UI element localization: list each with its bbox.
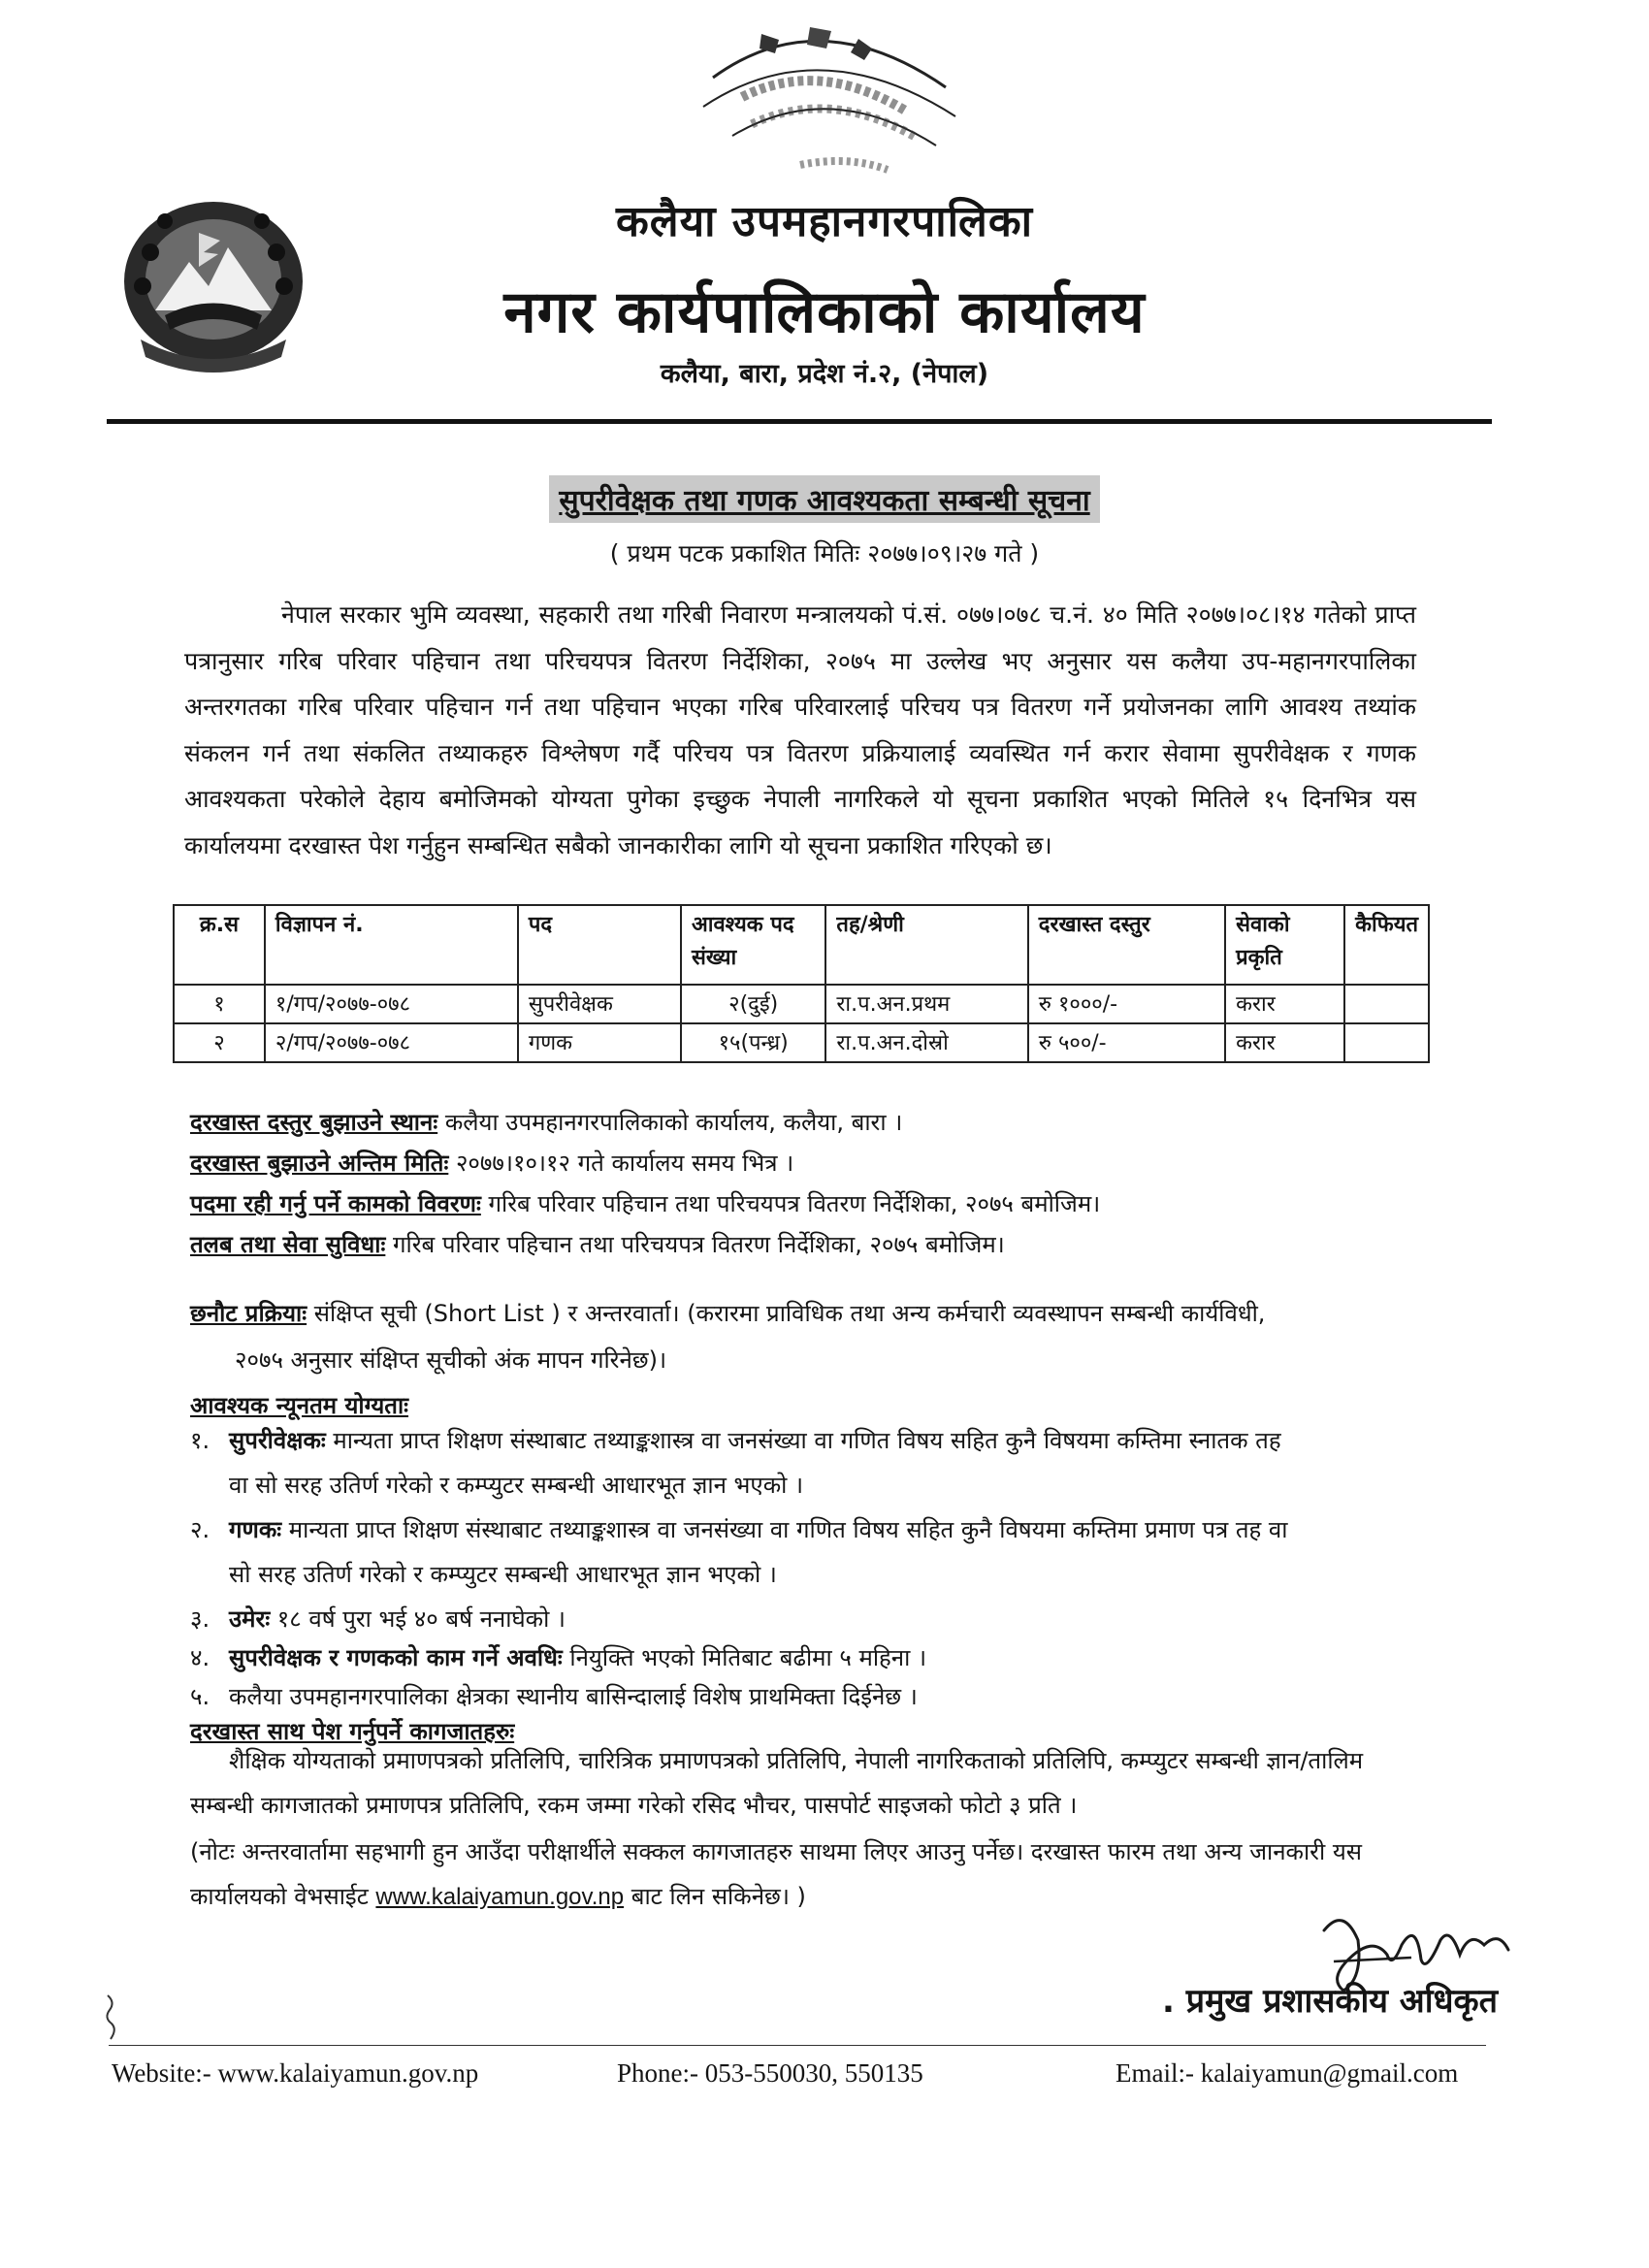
table-cell [1344, 985, 1429, 1023]
qualification-number: २. [190, 1516, 210, 1543]
note-paragraph [190, 1830, 1424, 1920]
notice-title-wrap [0, 475, 1649, 523]
vacancy-table [173, 904, 1430, 1063]
table-cell: गणक [518, 1023, 681, 1062]
duties-label: पदमा रही गर्नु पर्ने कामको विवरणः [190, 1190, 481, 1217]
table-row [174, 985, 1429, 1023]
table-header-row [174, 905, 1429, 985]
table-cell: करार [1225, 1023, 1344, 1062]
published-date: ( प्रथम पटक प्रकाशित मितिः २०७७।०९।२७ गते ) [609, 539, 1040, 567]
column-header: तह/श्रेणी [825, 905, 1027, 985]
fee-place-label: दरखास्त दस्तुर बुझाउने स्थानः [190, 1109, 438, 1136]
table-cell: १ [174, 985, 265, 1023]
table-cell: रा.प.अन.प्रथम [825, 985, 1027, 1023]
selection-process [190, 1290, 1422, 1383]
qualification-continuation: वा सो सरह उतिर्ण गरेको र कम्प्युटर सम्बन्धी आधारभूत ज्ञान भएको । [229, 1472, 804, 1499]
signatory-title: . प्रमुख प्रशासकीय अधिकृत [1162, 1982, 1498, 2021]
qualification-number: ५. [190, 1683, 210, 1710]
qualification-continuation: सो सरह उतिर्ण गरेको र कम्प्युटर सम्बन्धी आधारभूत ज्ञान भएको । [229, 1561, 777, 1588]
qualification-number: १. [190, 1427, 210, 1454]
website-link[interactable]: www.kalaiyamun.gov.np [375, 1884, 625, 1910]
qualification-item [190, 1674, 1441, 1719]
qualification-item [190, 1418, 1441, 1507]
header-divider [107, 419, 1492, 424]
table-cell: रु ५००/- [1028, 1023, 1225, 1062]
table-cell: २ [174, 1023, 265, 1062]
selection-value: संक्षिप्त सूची (Short List ) र अन्तरवार्ता। (करारमा प्राविधिक तथा अन्य कर्मचारी व्यवस्थापन सम्बन्धी कार्यविधी, [307, 1300, 1266, 1327]
office-stamp-icon [674, 19, 985, 204]
table-cell: १५(पन्ध्र) [681, 1023, 825, 1062]
margin-mark-icon [102, 1991, 121, 2044]
qualification-label: गणकः [229, 1516, 282, 1543]
fee-place-line [190, 1106, 902, 1138]
qualification-number: ३. [190, 1605, 210, 1633]
selection-continuation: २०७५ अनुसार संक्षिप्त सूचीको अंक मापन गरिनेछ)। [235, 1346, 667, 1374]
deadline-value: २०७७।१०।१२ गते कार्यालय समय भित्र । [448, 1150, 794, 1177]
deadline-line [190, 1147, 793, 1179]
salary-label: तलब तथा सेवा सुविधाः [190, 1231, 386, 1258]
fee-place-value: कलैया उपमहानगरपालिकाको कार्यालय, कलैया, बारा । [437, 1109, 903, 1136]
column-header: कैफियत [1344, 905, 1429, 985]
qualification-number: ४. [190, 1644, 210, 1671]
duties-value: गरिब परिवार पहिचान तथा परिचयपत्र वितरण निर्देशिका, २०७५ बमोजिम। [480, 1190, 1101, 1217]
qualification-text: नियुक्ति भएको मितिबाट बढीमा ५ महिना । [562, 1644, 927, 1671]
table-cell: रा.प.अन.दोस्रो [825, 1023, 1027, 1062]
table-row [174, 1023, 1429, 1062]
footer-divider [109, 2045, 1486, 2046]
notice-intro-paragraph: नेपाल सरकार भुमि व्यवस्था, सहकारी तथा गरिबी निवारण मन्त्रालयको पं.सं. ०७७।०७८ च.नं. ४० मिति २०७७।०८।१४ गतेको प्राप्त पत्रानुसार गरिब परिवार पहिचान तथा परिचयपत्र वितरण निर्देशिका, २०७५ मा उल्लेख भए अनुसार यस कलैया उप-महानगरपालिका अन्तरगतका गरिब परिवार पहिचान गर्न तथा पहिचान भएका गरिब परिवारलाई परिचय पत्र वितरण गर्ने प्रयोजनका लागि आवश्य तथ्यांक संकलन गर्न तथा संकलित तथ्याकहरु विश्लेषण गर्दै परिचय पत्र वितरण प्रक्रियालाई व्यवस्थित गर्न करार सेवामा सुपरीवेक्षक र गणक आवश्यकता परेकोले देहाय बमोजिमको योग्यता पुगेका इच्छुक नेपाली नागरिकले यो सूचना प्रकाशित भएको मितिले १५ दिनभित्र यस कार्यालयमा दरखास्त पेश गर्नुहुन सम्बन्धित सबैको जानकारीका लागि यो सूचना प्रकाशित गरिएको छ। [184, 600, 1416, 859]
table-cell: १/गप/२०७७-०७८ [265, 985, 518, 1023]
qualification-text: १८ वर्ष पुरा भई ४० बर्ष ननाघेको । [270, 1605, 566, 1633]
column-header: पद [518, 905, 681, 985]
selection-label: छनौट प्रक्रियाः [190, 1300, 307, 1327]
table-cell: रु १०००/- [1028, 985, 1225, 1023]
duties-line [190, 1187, 1100, 1219]
office-name: नगर कार्यपालिकाको कार्यालय [503, 278, 1146, 346]
qualification-label: सुपरीवेक्षक र गणकको काम गर्ने अवधिः [229, 1644, 563, 1671]
footer-phone: Phone:- 053-550030, 550135 [617, 2058, 923, 2088]
deadline-label: दरखास्त बुझाउने अन्तिम मितिः [190, 1150, 449, 1177]
qualification-text: मान्यता प्राप्त शिक्षण संस्थाबाट तथ्याङ्कशास्त्र वा जनसंख्या वा गणित विषय सहित कुनै विषयमा कम्तिमा प्रमाण पत्र तह वा [281, 1516, 1288, 1543]
documents-list: शैक्षिक योग्यताको प्रमाणपत्रको प्रतिलिपि, चारित्रिक प्रमाणपत्रको प्रतिलिपि, नेपाली नागरिकताको प्रतिलिपि, कम्प्युटर सम्बन्धी ज्ञान/तालिम सम्बन्धी कागजातको प्रमाणपत्र प्रतिलिपि, रकम जम्मा गरेको रसिद भौचर, पासपोर्ट साइजको फोटो ३ प्रति । [190, 1747, 1364, 1819]
column-header: क्र.स [174, 905, 265, 985]
salary-line [190, 1228, 1005, 1260]
column-header: दरखास्त दस्तुर [1028, 905, 1225, 985]
table-cell: २(दुई) [681, 985, 825, 1023]
qualification-text: मान्यता प्राप्त शिक्षण संस्थाबाट तथ्याङ्कशास्त्र वा जनसंख्या वा गणित विषय सहित कुनै विषयमा कम्तिमा स्नातक तह [325, 1427, 1281, 1454]
notice-title: सुपरीवेक्षक तथा गणक आवश्यकता सम्बन्धी सूचना [549, 475, 1099, 523]
salary-value: गरिब परिवार पहिचान तथा परिचयपत्र वितरण निर्देशिका, २०७५ बमोजिम। [385, 1231, 1005, 1258]
note-text: (नोटः अन्तरवार्तामा सहभागी हुन आउँदा परीक्षार्थीले सक्कल कागजातहरु साथमा लिएर आउनु पर्नेछ। दरखास्त फारम तथा अन्य जानकारी यस कार्यालयको वेभसाईट [190, 1838, 1362, 1910]
qualification-item [190, 1507, 1441, 1597]
table-cell [1344, 1023, 1429, 1062]
documents-heading: दरखास्त साथ पेश गर्नुपर्ने कागजातहरुः [190, 1718, 515, 1745]
column-header: आवश्यक पद संख्या [681, 905, 825, 985]
footer-website[interactable]: Website:- www.kalaiyamun.gov.np [112, 2058, 479, 2088]
qualification-label: उमेरः [229, 1605, 271, 1633]
table-cell: सुपरीवेक्षक [518, 985, 681, 1023]
note-text-end: बाट लिन सकिनेछ। ) [624, 1883, 806, 1910]
table-cell: २/गप/२०७७-०७८ [265, 1023, 518, 1062]
footer-email[interactable]: Email:- kalaiyamun@gmail.com [1116, 2058, 1459, 2088]
column-header: सेवाको प्रकृति [1225, 905, 1344, 985]
qualifications-heading: आवश्यक न्यूनतम योग्यताः [190, 1392, 409, 1419]
office-address: कलैया, बारा, प्रदेश नं.२, (नेपाल) [660, 359, 989, 389]
qualification-label: सुपरीवेक्षकः [229, 1427, 326, 1454]
qualification-text: कलैया उपमहानगरपालिका क्षेत्रका स्थानीय बासिन्दालाई विशेष प्राथमिक्ता दिईनेछ । [229, 1683, 918, 1710]
table-cell: करार [1225, 985, 1344, 1023]
organization-name: कलैया उपमहानगरपालिका [615, 197, 1034, 246]
column-header: विज्ञापन नं. [265, 905, 518, 985]
